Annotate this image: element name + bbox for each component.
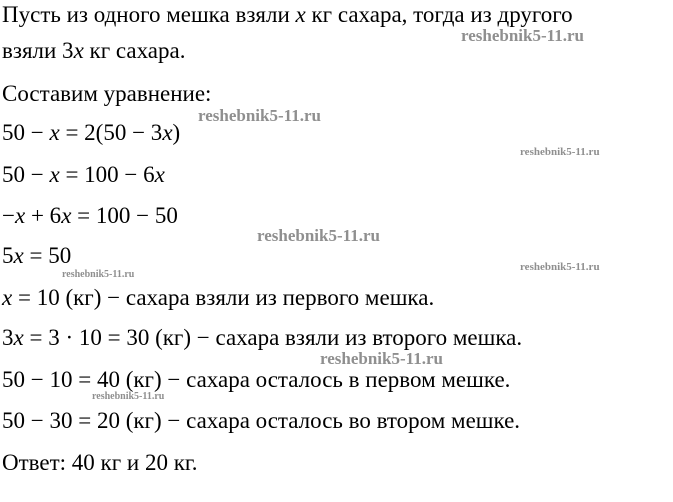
watermark-1: reshebnik5-11.ru xyxy=(461,26,584,45)
equation-1-part-b: = 2(50 − 3 xyxy=(59,120,163,145)
watermark-2: reshebnik5-11.ru xyxy=(198,106,321,125)
result-line-2-var: x xyxy=(13,325,24,350)
intro-line-1-text-a: Пусть из одного мешка взяли xyxy=(2,2,296,27)
equation-2-part-b: = 100 − 6 xyxy=(59,162,155,187)
result-line-2-coef: 3 xyxy=(2,325,14,350)
equation-3-part-a: − xyxy=(2,203,15,228)
result-line-3: 50 − 10 = 40 (кг) − сахара осталось в первом мешке. xyxy=(2,367,511,392)
intro-line-2-text-a: взяли 3 xyxy=(2,38,74,63)
equation-3-part-b: + 6 xyxy=(25,203,62,228)
watermark-3: reshebnik5-11.ru xyxy=(520,146,600,158)
equation-3 xyxy=(2,203,178,229)
watermark-6: reshebnik5-11.ru xyxy=(62,269,135,280)
equation-2-part-a: 50 − xyxy=(2,162,50,187)
intro-line-2-variable: x xyxy=(73,38,84,63)
equation-2-var: x xyxy=(49,162,60,187)
result-line-1-text: = 10 (кг) − сахара взяли из первого мешка. xyxy=(12,285,435,310)
answer-line: Ответ: 40 кг и 20 кг. xyxy=(2,450,198,475)
watermark-4: reshebnik5-11.ru xyxy=(257,226,380,245)
equation-3-var: x xyxy=(14,203,26,228)
result-line-2-text: = 3 · 10 = 30 (кг) − сахара взяли из второго мешка. xyxy=(23,325,523,350)
intro-line-1-text-b: кг сахара, тогда из другого xyxy=(305,2,573,27)
intro-line-2-text-b: кг сахара. xyxy=(83,38,186,63)
watermark-5: reshebnik5-11.ru xyxy=(520,261,600,273)
equation-4 xyxy=(2,243,71,269)
equation-1-part-c: ) xyxy=(172,120,181,145)
equation-3-part-c: = 100 − 50 xyxy=(71,203,178,228)
equation-2-var-2: x xyxy=(154,162,165,187)
watermark-7: reshebnik5-11.ru xyxy=(320,349,443,368)
result-line-1-var: x xyxy=(2,285,13,310)
equation-1 xyxy=(2,120,180,146)
result-line-4: 50 − 30 = 20 (кг) − сахара осталось во втором мешке. xyxy=(2,408,521,433)
equation-1-var-2: x xyxy=(162,120,173,145)
equation-1-var: x xyxy=(49,120,60,145)
equation-3-var-2: x xyxy=(61,203,72,228)
watermark-8: reshebnik5-11.ru xyxy=(92,391,165,402)
intro-line-1-variable: x xyxy=(295,2,306,27)
equation-4-part-a: 5 xyxy=(2,243,14,268)
equation-4-part-b: = 50 xyxy=(23,243,72,268)
intro-line-2 xyxy=(2,38,185,64)
equation-1-part-a: 50 − xyxy=(2,120,50,145)
result-line-1 xyxy=(2,285,434,311)
result-line-2 xyxy=(2,325,522,351)
intro-line-1 xyxy=(2,2,573,28)
make-equation-heading: Составим уравнение: xyxy=(2,81,212,106)
equation-4-var: x xyxy=(13,243,24,268)
equation-2 xyxy=(2,162,165,188)
